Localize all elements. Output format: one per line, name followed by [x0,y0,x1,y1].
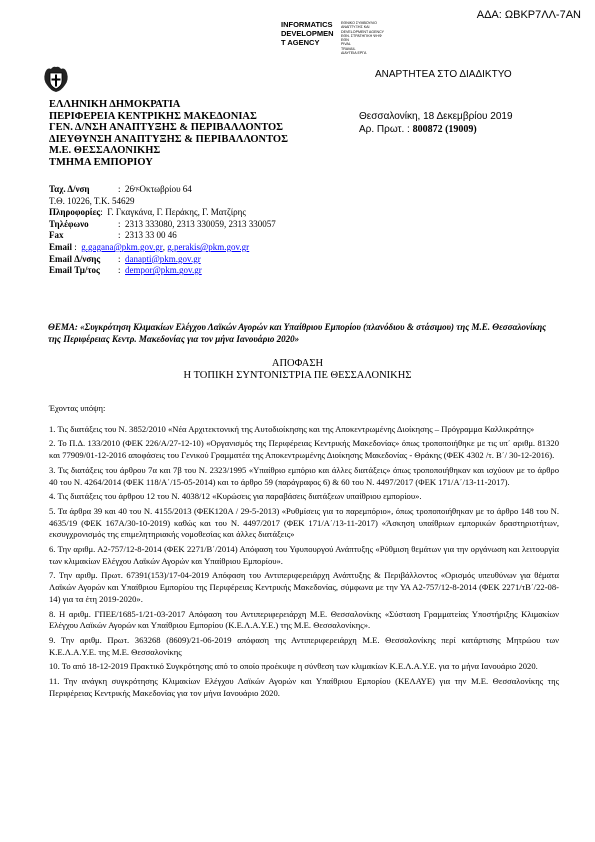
agency-small-line: TRAVAIL [341,46,356,51]
agency-line: INFORMATICS [281,20,333,29]
agency-small-line: ΕΘΝΙΚΟ ΣΥΜΒΟΥΛΙΟ [341,21,377,25]
address-sup: ης [134,186,140,192]
agency-small-line: PIVAL [341,42,351,47]
info-label: Πληροφορίες [49,207,101,218]
date-protocol-block [359,110,513,136]
contact-details [49,184,276,277]
phone-row: Τηλέφωνο : 2313 333080, 2313 330059, 2313 330057 [49,218,276,229]
agency-small-line: ΑΝΑΠΤΥΞΗΣ ΚΑΙ [341,25,370,30]
consideration-item: 2. Το Π.Δ. 133/2010 (ΦΕΚ 226/Α/27-12-10) «Οργανισμός της Περιφέρειας Κεντρικής Μακεδονίας» όπως τροποποιήθηκε με τις υπ΄ αριθμ. 81320 και 77909/01-12-2016 αποφάσεις του Γενικού Γραμματέα της Αποκεντρωμένης Διοίκησης Μακεδονίας - Θράκης (ΦΕΚ 4302 /τ. Β΄/ 30-12-2016). [49,438,559,461]
header-line: ΤΜΗΜΑ ΕΜΠΟΡΙΟΥ [49,156,153,168]
header-line: ΠΕΡΙΦΕΡΕΙΑ ΚΕΝΤΡΙΚΗΣ ΜΑΚΕΔΟΝΙΑΣ [49,110,257,122]
agency-small-text [341,21,401,55]
decision-title: ΑΠΟΦΑΣΗ [271,358,324,369]
email-link-2[interactable]: g.perakis@pkm.gov.gr [167,241,250,252]
email-dept-link[interactable]: dempor@pkm.gov.gr [125,265,202,276]
considerations-body [49,403,559,699]
email-row: Email : g.gagana@pkm.gov.gr , g.perakis@pkm.gov.gr [49,241,250,252]
email-link-1[interactable]: g.gagana@pkm.gov.gr [81,241,163,252]
consideration-item: 7. Την αριθμ. Πρωτ. 67391(153)/17-04-2019 Απόφαση του Αντιπεριφερειάρχη Ανάπτυξης & Περιβάλλοντος «Ορισμός υπευθύνων για θέματα Λαϊκών Αγορών και Υπαίθριου Εμπορίου της Περιφέρειας Κεντρικής Μακεδονίας, σύμφωνα με την ΥΑ Α2-757/12-8-2014 (ΦΕΚ 2271/τΒ΄/22-08-14) για τα έτη 2019-2020». [49,570,559,604]
decision-subtitle: Η ΤΟΠΙΚΗ ΣΥΝΤΟΝΙΣΤΡΙΑ ΠΕ ΘΕΣΣΑΛΟΝΙΚΗΣ [183,370,412,381]
email-label: Email [49,241,73,252]
consideration-item: 9. Την αριθμ. Πρωτ. 363268 (8609)/21-06-2019 απόφαση της Αντιπεριφερειάρχη Μ.Ε. Θεσσαλονίκης περί κατάρτισης Μητρώου των Κ.Ε.Λ.Α.Υ.Ε. της Μ.Ε. Θεσσαλονίκης [49,634,559,657]
header-line: Μ.Ε. ΘΕΣΣΑΛΟΝΙΚΗΣ [49,145,161,156]
address-label: Ταχ. Δ/νση [49,184,90,194]
header-line: ΔΙΕΥΘΥΝΣΗ ΑΝΑΠΤΥΞΗΣ & ΠΕΡΙΒΑΛΛΟΝΤΟΣ [49,133,288,145]
consideration-item: 5. Τα άρθρα 39 και 40 του Ν. 4155/2013 (ΦΕΚ120Α / 29-5-2013) «Ρυθμίσεις για το παρεμπόριο», όπως τροποποιήθηκαν με το άρθρο 148 του Ν. 4635/19 (ΦΕΚ 167Α/30-10-2019) καθώς και του Ν. 4497/2017 (ΦΕΚ 171/Α΄/13-11-2017) «Άσκηση υπαίθριων εμπορικών δραστηριοτήτων, εκσυγχρονισμός της επιμελητηριακής νομοθεσίας και άλλες διατάξεις» [49,505,559,540]
email-dir-row: Email Δ/νσης : danapti@pkm.gov.gr [49,253,201,264]
header-line: ΓΕΝ. Δ/ΝΣΗ ΑΝΑΠΤΥΞΗΣ & ΠΕΡΙΒΑΛΛΟΝΤΟΣ [49,122,284,133]
decision-title-block [0,358,595,382]
coat-of-arms-icon [41,64,71,94]
header-line: ΕΛΛΗΝΙΚΗ ΔΗΜΟΚΡΑΤΙΑ [49,99,181,110]
email-dept-row: Email Τμ/τος : dempor@pkm.gov.gr [49,265,202,276]
agency-small-line: ΔΙΑΥΓΕΙΑ ΕΡΓΑ [341,51,367,56]
protocol-label: Αρ. Πρωτ. : [359,124,410,135]
postal-code: Τ.Θ. 10226, Τ.Κ. 54629 [49,195,135,206]
info-row: Πληροφορίες : Γ. Γκαγκάνα, Γ. Περάκης, Γ. Ματζίρης [49,207,246,218]
agency-small-line: ΕΘΝ [341,38,349,43]
address-street: Οκτωβρίου 64 [139,184,192,194]
subject-line: ΘΕΜΑ: «Συγκρότηση Κλιμακίων Ελέγχου Λαϊκών Αγορών και Υπαίθριου Εμπορίου (πλανόδιου & στάσιμου) της Μ.Ε. Θεσσαλονίκης της Περιφέρειας Κεντρ. Μακεδονίας για τον μήνα Ιανουάριο 2020» [48,322,547,344]
consideration-item: 6. Την αριθμ. Α2-757/12-8-2014 (ΦΕΚ 2271/Β΄/2014) Απόφαση του Υφυπουργού Ανάπτυξης «Ρύθμιση θεμάτων για την οργάνωση και λειτουργία των κλιμακίων Ελέγχου Λαϊκών Αγορών και Υπαίθριου Εμπορίου». [49,544,559,566]
phone-label: Τηλέφωνο [49,218,89,229]
consideration-item: 4. Τις διατάξεις του άρθρου 12 του Ν. 4038/12 «Κυρώσεις για παραβάσεις διατάξεων υπαίθριου εμπορίου». [49,491,422,502]
protocol-number: 800872 (19009) [412,124,477,135]
consideration-item: 8. Η αριθμ. ΓΠΕΕ/1685-1/21-03-2017 Απόφαση του Αντιπεριφερειάρχη Μ.Ε. Θεσσαλονίκης «Σύσταση Γραμματείας Υποστήριξης Κλιμακίων Ελέγχου Λαϊκών Αγορών και Υπαίθριου Εμπορίου (Κ.Ε.Λ.Α.Υ.Ε.) της Μ.Ε. Θεσσαλονίκης». [49,608,559,631]
fax-label: Fax [49,230,64,241]
email-dept-label: Email Τμ/τος [49,265,100,276]
agency-line: DEVELOPMEN [281,29,334,38]
considerations-intro: Έχοντας υπόψη: [49,403,106,413]
authority-header [49,99,288,168]
consideration-item: 11. Την ανάγκη συγκρότησης Κλιμακίων Ελέγχου Λαϊκών Αγορών και Υπαίθριου Εμπορίου (ΚΕΛΑΥΕ) για την Μ.Ε. Θεσσαλονίκης της Περιφέρειας Κεντρικής Μακεδονίας για τον μήνα Ιανουάριο 2020. [49,676,559,698]
info-value: Γ. Γκαγκάνα, Γ. Περάκης, Γ. Ματζίρης [107,207,246,218]
consideration-item: 1. Τις διατάξεις του Ν. 3852/2010 «Νέα Αρχιτεκτονική της Αυτοδιοίκησης και της Αποκεντρωμένης Διοίκησης – Πρόγραμμα Καλλικράτης» [49,423,535,434]
protocol-line [359,123,513,136]
agency-small-line: ΕΘΝ. ΣΤΡΑΤΗΓΙΚΗ ΨΗΦ [341,33,382,38]
agency-small-line: DEVELOPMENT AGENCY [341,29,385,34]
phone-value: 2313 333080, 2313 330059, 2313 330057 [125,218,276,229]
publish-online-note: ΑΝΑΡΤΗΤΕΑ ΣΤΟ ΔΙΑΔΙΚΤΥΟ [375,69,512,80]
agency-logo-text [281,20,334,47]
postal-row [49,196,276,208]
email-dir-link[interactable]: danapti@pkm.gov.gr [125,253,201,264]
fax-row: Fax : 2313 33 00 46 [49,230,177,241]
address-number: 26 [125,184,135,194]
consideration-item: 10. Το από 18-12-2019 Πρακτικό Συγκρότησης από το οποίο προέκυψε η σύνθεση των κλιμακίων Κ.Ε.Λ.Α.Υ.Ε. για το μήνα Ιανουάριο 2020. [49,661,538,672]
email-dir-label: Email Δ/νσης [49,253,101,264]
address-row: Ταχ. Δ/νση : 26 ης Οκτωβρίου 64 [49,184,192,194]
ada-code: ΑΔΑ: ΩΒΚΡ7ΛΛ-7ΑΝ [476,9,581,21]
consideration-item: 3. Τις διατάξεις του άρθρου 7α και 7β του Ν. 2323/1995 «Υπαίθριο εμπόριο και άλλες διατάξεις» όπως τροποποιήθηκαν και ισχύουν με το άρθρο 40 του Ν. 4264/2014 (ΦΕΚ 118/Α΄/15-05-2014) και το άρθρο 59 (παράγραφος 6) & 60 του Ν. 4497/2017 (ΦΕΚ 171/Α΄/13-11-2017). [49,464,559,487]
date-line: Θεσσαλονίκη, 18 Δεκεμβρίου 2019 [359,111,513,122]
fax-value: 2313 33 00 46 [125,230,177,241]
agency-line: T AGENCY [281,38,320,47]
